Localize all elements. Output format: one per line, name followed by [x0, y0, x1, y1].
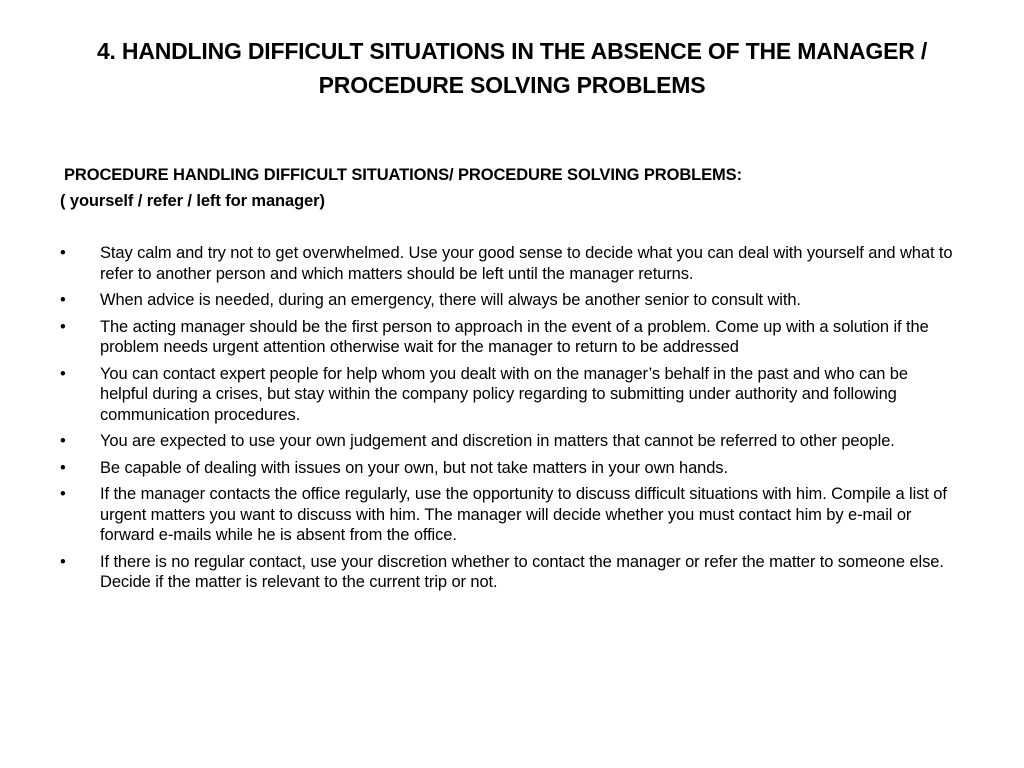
slide-title: 4. HANDLING DIFFICULT SITUATIONS IN THE ABSENCE OF THE MANAGER / PROCEDURE SOLVING PROBLEMS [96, 38, 928, 98]
bullet-marker: • [60, 244, 66, 262]
bullet-item [60, 317, 960, 358]
bullet-item [60, 364, 960, 426]
bullet-text: The acting manager should be the first person to approach in the event of a problem. Come up with a solution if the problem needs urgent attention otherwise wait for the manager to return to be addressed [100, 317, 929, 356]
bullet-text: Be capable of dealing with issues on your own, but not take matters in your own hands. [100, 458, 728, 477]
bullet-marker: • [60, 485, 66, 503]
bullet-marker: • [60, 291, 66, 309]
bullet-item [60, 431, 960, 452]
bullet-item [60, 552, 960, 593]
bullet-text: If the manager contacts the office regularly, use the opportunity to discuss difficult situations with him. Compile a list of urgent matters you want to discuss with him. The manager will decide whether you must contact him by e-mail or forward e-mails while he is absent from the office. [100, 485, 947, 544]
bullet-marker: • [60, 458, 66, 477]
section-subheading: ( yourself / refer / left for manager) [60, 192, 325, 210]
bullet-list [60, 243, 960, 599]
bullet-item [60, 243, 960, 284]
bullet-text: If there is no regular contact, use your discretion whether to contact the manager or refer the matter to someone else. Decide if the matter is relevant to the current trip or not. [100, 552, 944, 591]
bullet-marker: • [60, 364, 66, 383]
bullet-text: When advice is needed, during an emergency, there will always be another senior to consult with. [100, 291, 801, 309]
bullet-marker: • [60, 432, 66, 450]
bullet-text: Stay calm and try not to get overwhelmed. Use your good sense to decide what you can deal with yourself and what to refer to another person and which matters should be left until the manager returns. [100, 244, 953, 283]
bullet-item [60, 290, 960, 311]
bullet-marker: • [60, 552, 66, 571]
bullet-text: You can contact expert people for help whom you dealt with on the manager’s behalf in the past and who can be helpful during a crises, but stay within the company policy regarding to submitting under authority and following communication procedures. [100, 364, 908, 424]
section-heading: PROCEDURE HANDLING DIFFICULT SITUATIONS/ PROCEDURE SOLVING PROBLEMS: [64, 166, 742, 184]
bullet-text: You are expected to use your own judgement and discretion in matters that cannot be referred to other people. [100, 432, 895, 450]
bullet-item [60, 458, 960, 479]
bullet-item [60, 484, 960, 546]
bullet-marker: • [60, 317, 66, 336]
